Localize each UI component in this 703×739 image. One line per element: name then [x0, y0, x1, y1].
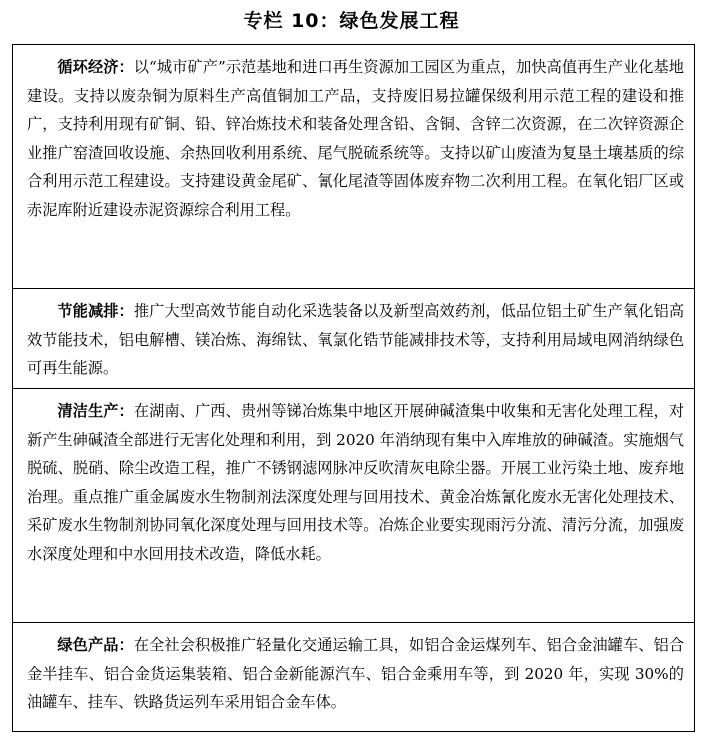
section-label: 清洁生产： [57, 402, 134, 420]
section-text: 以“城市矿产”示范基地和进口再生资源加工园区为重点，加快高值再生产业化基地建设。支持以废杂铜为原料生产高值铜加工产品，支持废旧易拉罐保级利用示范工程的建设和推广，支持利用现有矿铜、铅、锌冶炼技术和装备处理含铅、含铜、含锌二次资源，在二次锌资源企业推广窑渣回收设施、余热回收利用系统、尾气脱硫系统等。支持以矿山废渣为复垦土壤基质的综合利用示范工程建设。支持建设黄金尾矿、氰化尾渣等固体废弃物二次利用工程。在氧化铝厂区或赤泥库附近建设赤泥资源综合利用工程。 [27, 58, 684, 219]
section-text: 在湖南、广西、贵州等锑冶炼集中地区开展砷碱渣集中收集和无害化处理工程，对新产生砷碱渣全部进行无害化处理和利用，到 2020 年消纳现有集中入库堆放的砷碱渣。实施烟气脱硫、脱硝、除尘改造工程，推广不锈钢滤网脉冲反吹清灰电除尘器。开展工业污染土地、废弃地治理。重点推广重金属废水生物制剂法深度处理与回用技术、黄金冶炼氰化废水无害化处理技术、采矿废水生物制剂协同氧化深度处理与回用技术等。冶炼企业要实现雨污分流、清污分流，加强废水深度处理和中水回用技术改造，降低水耗。 [27, 402, 685, 563]
section-text: 在全社会积极推广轻量化交通运输工具，如铝合金运煤列车、铝合金油罐车、铝合金半挂车、铝合金货运集装箱、铝合金新能源汽车、铝合金乘用车等，到 2020 年，实现 30%的油罐车、挂车、铁路货运列车采用铝合金车体。 [27, 636, 685, 711]
column-title: 专栏 10：绿色发展工程 [243, 10, 460, 32]
section-clean-production [13, 388, 694, 622]
section-energy-saving [13, 288, 694, 388]
section-circular-economy [13, 45, 694, 288]
section-text: 推广大型高效节能自动化采选装备以及新型高效药剂，低品位铝土矿生产氧化铝高效节能技术，铝电解槽、镁冶炼、海绵钛、氧氯化锆节能减排技术等，支持利用局域电网消纳绿色可再生能源。 [27, 302, 685, 377]
section-label: 循环经济： [57, 58, 134, 76]
column-box [12, 44, 695, 732]
section-green-products [13, 622, 694, 731]
section-label: 节能减排： [57, 302, 134, 320]
section-label: 绿色产品： [57, 636, 134, 654]
